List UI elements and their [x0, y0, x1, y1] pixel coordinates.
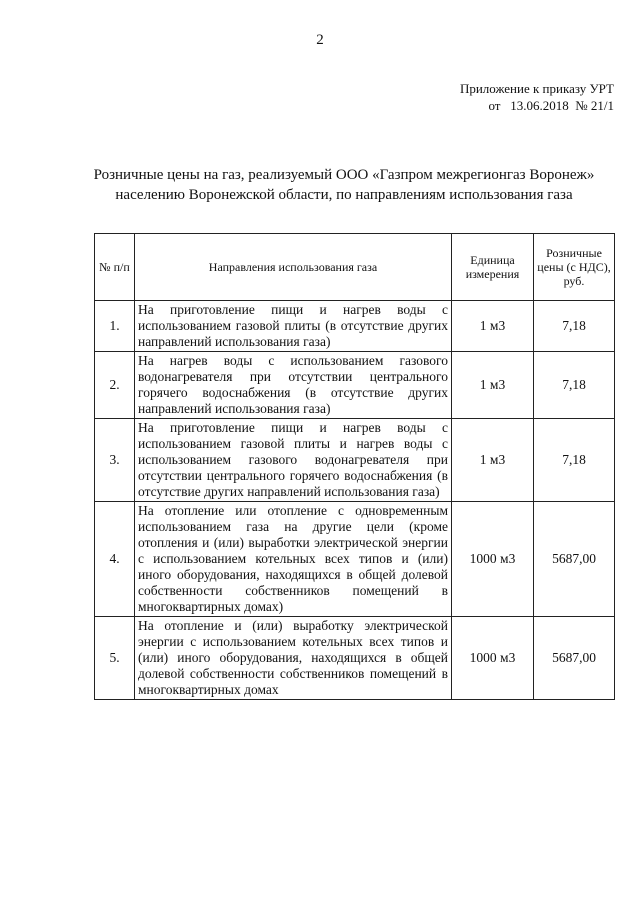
row-direction: На нагрев воды с использованием газового водонагревателя при отсутствии центрального горячего водоснабжения (в отсутствие других направлений использования газа): [135, 352, 452, 419]
row-direction: На отопление и (или) выработку электрической энергии с использованием котельных всех типов и (или) иного оборудования, находящихся в общей долевой собственности собственников помещений в многоквартирных домах: [135, 617, 452, 700]
table-row: [95, 301, 615, 352]
row-num: 5.: [95, 617, 135, 700]
row-price: 7,18: [534, 419, 615, 502]
row-num: 4.: [95, 502, 135, 617]
row-direction: На приготовление пищи и нагрев воды с использованием газовой плиты и нагрев воды с использованием газового водонагревателя при отсутствии центрального горячего водоснабжения (в отсутствие других направлений использования газа): [135, 419, 452, 502]
appendix-line-2: от 13.06.2018 № 21/1: [488, 98, 614, 113]
row-unit: 1 м3: [452, 352, 534, 419]
gas-prices-table: [94, 233, 615, 700]
header-direction: Направления использования газа: [135, 234, 452, 301]
row-unit: 1000 м3: [452, 502, 534, 617]
row-direction: На приготовление пищи и нагрев воды с использованием газовой плиты (в отсутствие других направлений использования газа): [135, 301, 452, 352]
row-price: 7,18: [534, 301, 615, 352]
table-row: [95, 419, 615, 502]
row-unit: 1 м3: [452, 301, 534, 352]
appendix-reference: [460, 80, 614, 114]
page-number: 2: [316, 32, 324, 48]
document-title: [60, 165, 628, 205]
row-unit: 1000 м3: [452, 617, 534, 700]
table-header-row: [95, 234, 615, 301]
row-num: 2.: [95, 352, 135, 419]
row-price: 5687,00: [534, 617, 615, 700]
table-row: [95, 502, 615, 617]
table-row: [95, 617, 615, 700]
table-row: [95, 352, 615, 419]
row-price: 5687,00: [534, 502, 615, 617]
row-num: 3.: [95, 419, 135, 502]
title-line-2: населению Воронежской области, по направлениям использования газа: [115, 187, 573, 203]
title-line-1: Розничные цены на газ, реализуемый ООО «Газпром межрегионгаз Воронеж»: [93, 167, 595, 183]
header-price: Розничные цены (с НДС), руб.: [534, 234, 615, 301]
row-price: 7,18: [534, 352, 615, 419]
appendix-line-1: Приложение к приказу УРТ: [459, 81, 614, 96]
row-direction: На отопление или отопление с одновременным использованием газа на другие цели (кроме отопления и (или) выработки электрической энергии с использованием котельных всех типов и (или) иного оборудования, находящихся в общей долевой собственности собственников помещений в многоквартирных домах): [135, 502, 452, 617]
header-num: № п/п: [95, 234, 135, 301]
header-unit: Единица измерения: [452, 234, 534, 301]
row-num: 1.: [95, 301, 135, 352]
row-unit: 1 м3: [452, 419, 534, 502]
